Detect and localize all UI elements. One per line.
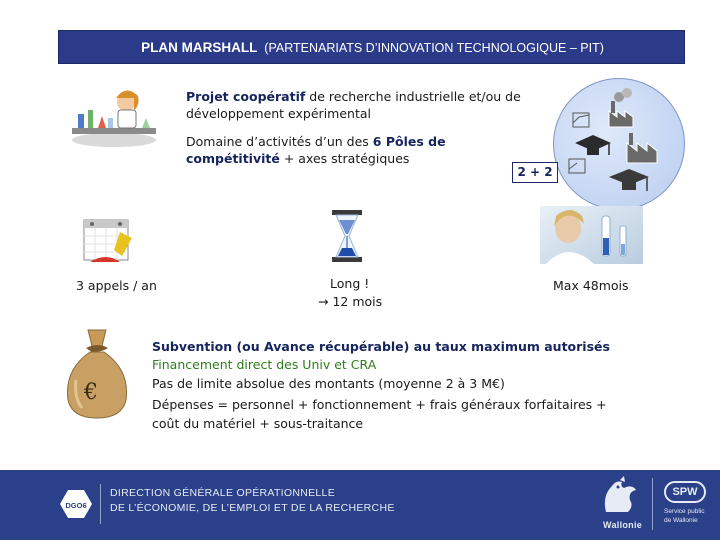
partners-ratio: 2 + 2 <box>512 162 558 183</box>
wallonie-label: Wallonie <box>603 520 643 530</box>
dgo6-logo-text: DGO6 <box>65 501 87 510</box>
title-bar <box>58 30 685 64</box>
hourglass-icon <box>330 208 364 264</box>
footer-divider-right <box>652 478 653 530</box>
max-duration: Max 48mois <box>553 278 629 293</box>
factory-and-graduation-cap-icon <box>565 85 675 200</box>
domain-line-1 <box>186 133 446 150</box>
domain-line-1-a: Domaine d’activités d’un des <box>186 134 373 149</box>
project-line-1 <box>186 88 521 105</box>
project-cooperative: Projet coopératif <box>186 89 306 104</box>
arrow-right-icon: → <box>318 294 329 309</box>
footer-direction-line-1: DIRECTION GÉNÉRALE OPÉRATIONNELLE <box>110 487 336 499</box>
funding-line-1 <box>152 338 610 355</box>
duration-value: 12 mois <box>332 294 383 309</box>
title-rest: (PARTENARIATS D’INNOVATION TECHNOLOGIQUE – PIT) <box>264 41 604 55</box>
spw-logo: SPW <box>664 481 706 503</box>
footer-direction-line-2: DE L’ÉCONOMIE, DE L’EMPLOI ET DE LA RECHERCHE <box>110 502 395 514</box>
competitivite-highlight: compétitivité <box>186 151 280 166</box>
duration-line-2 <box>318 293 382 310</box>
funding-line-3: Pas de limite absolue des montants (moyenne 2 à 3 M€) <box>152 376 505 391</box>
money-bag-icon <box>62 326 132 420</box>
spw-sub-2: de Wallonie <box>664 517 698 524</box>
funding-subsidy: Subvention (ou Avance récupérable) au taux maximum autorisés <box>152 339 610 354</box>
domain-line-2-b: + axes stratégiques <box>279 151 410 166</box>
page-title <box>59 31 686 65</box>
project-line-1-rest: de recherche industrielle et/ou de <box>305 89 521 104</box>
title-bold: PLAN MARSHALL <box>141 40 258 55</box>
euro-symbol: € <box>84 380 98 405</box>
project-line-2: développement expérimental <box>186 106 371 121</box>
funding-line-5: coût du matériel + sous-traitance <box>152 416 364 431</box>
calls-per-year: 3 appels / an <box>76 278 157 293</box>
dgo6-logo <box>58 486 94 520</box>
calendar-icon <box>80 212 136 266</box>
wallonie-rooster-icon <box>598 476 642 516</box>
footer-band <box>0 470 720 540</box>
funding-line-2: Financement direct des Univ et CRA <box>152 357 377 372</box>
footer-divider <box>100 484 101 524</box>
lab-researcher-photo <box>540 206 643 264</box>
spw-sub-1: Service public <box>664 508 705 515</box>
duration-line-1: Long ! <box>330 276 370 291</box>
funding-line-4: Dépenses = personnel + fonctionnement + frais généraux forfaitaires + <box>152 397 607 412</box>
poles-highlight: 6 Pôles de <box>372 134 446 149</box>
scientist-illustration-icon <box>68 80 158 148</box>
domain-line-2 <box>186 150 409 167</box>
